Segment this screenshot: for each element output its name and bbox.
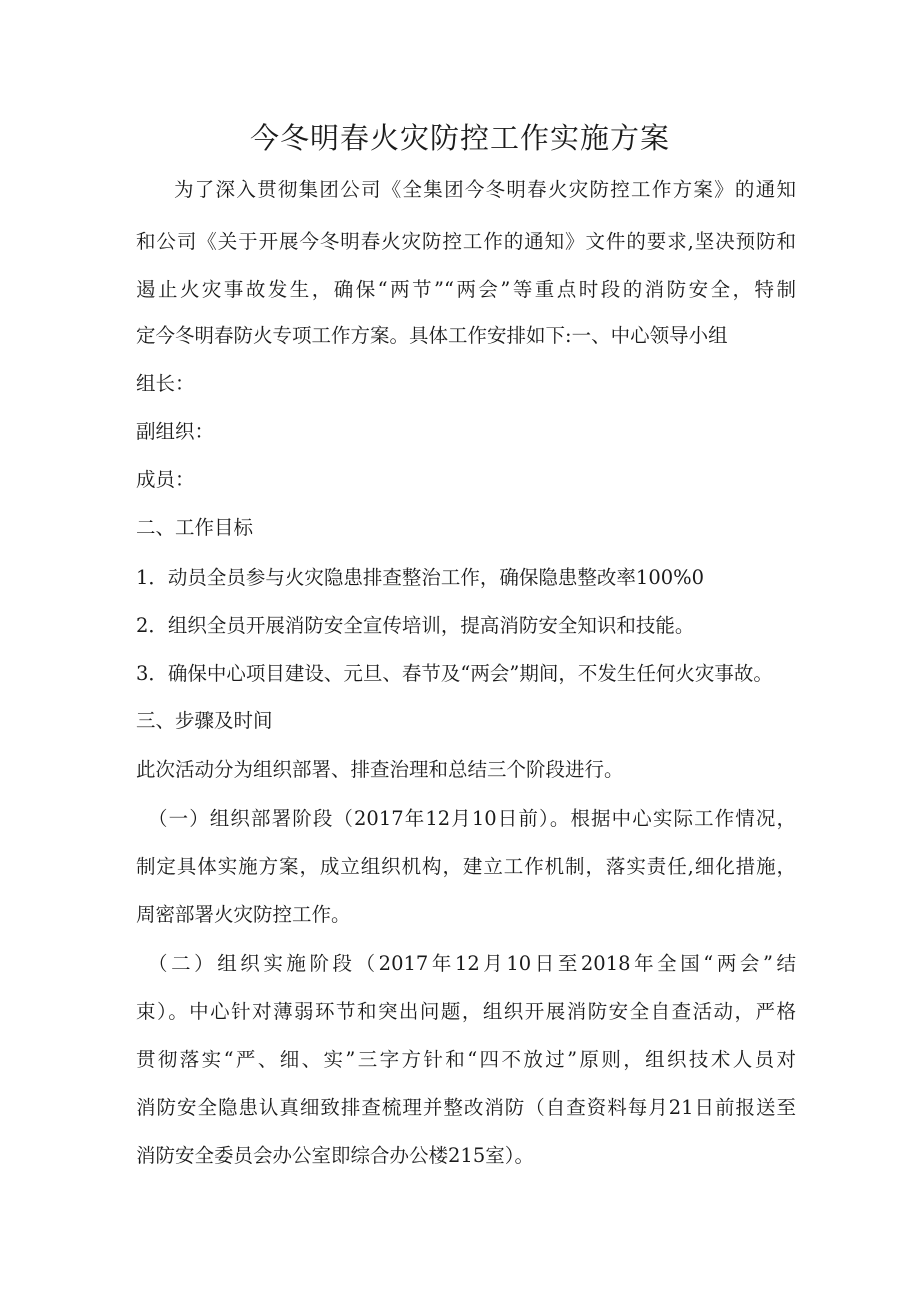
list-item: 1．动员全员参与火灾隐患排查整治工作，确保隐患整改率100%0	[136, 566, 705, 589]
body-line: 为了深入贯彻集团公司《全集团今冬明春火灾防控工作方案》的通知	[174, 178, 796, 201]
body-line: 和公司《关于开展今冬明春火灾防控工作的通知》文件的要求,坚决预防和	[136, 230, 796, 253]
body-line: 副组织：	[136, 420, 215, 443]
body-line: （一）组织部署阶段（2017年12月10日前）。根据中心实际工作情况，	[148, 807, 796, 830]
body-line: 消防安全隐患认真细致排查梳理并整改消防（自查资料每月21日前报送至	[136, 1096, 796, 1119]
list-item: 2．组织全员开展消防安全宣传培训，提高消防安全知识和技能。	[136, 614, 695, 637]
section-heading: 三、步骤及时间	[136, 709, 273, 732]
body-line: 束）。中心针对薄弱环节和突出问题，组织开展消防安全自查活动，严格	[136, 1000, 796, 1023]
body-line: 定今冬明春防火专项工作方案。具体工作安排如下:一、中心领导小组	[136, 324, 728, 347]
body-line: 消防安全委员会办公室即综合办公楼215室）。	[136, 1144, 534, 1167]
body-line: 制定具体实施方案，成立组织机构，建立工作机制，落实责任,细化措施，	[136, 855, 796, 878]
section-heading: 二、工作目标	[136, 516, 254, 539]
list-item: 3．确保中心项目建设、元旦、春节及“两会”期间，不发生任何火灾事故。	[136, 662, 773, 685]
body-line: 成员：	[136, 468, 195, 491]
body-line: 贯彻落实“严、细、实”三字方针和“四不放过”原则，组织技术人员对	[136, 1048, 796, 1071]
body-line: 周密部署火灾防控工作。	[136, 903, 351, 926]
body-line: 遏止火灾事故发生，确保“两节”“两会”等重点时段的消防安全，特制	[136, 278, 796, 301]
body-line: 此次活动分为组织部署、排查治理和总结三个阶段进行。	[136, 758, 624, 781]
body-line: （二）组织实施阶段（2017年12月10日至2018年全国“两会”结	[148, 952, 796, 975]
document-title: 今冬明春火灾防控工作实施方案	[249, 121, 670, 155]
body-line: 组长：	[136, 372, 195, 395]
